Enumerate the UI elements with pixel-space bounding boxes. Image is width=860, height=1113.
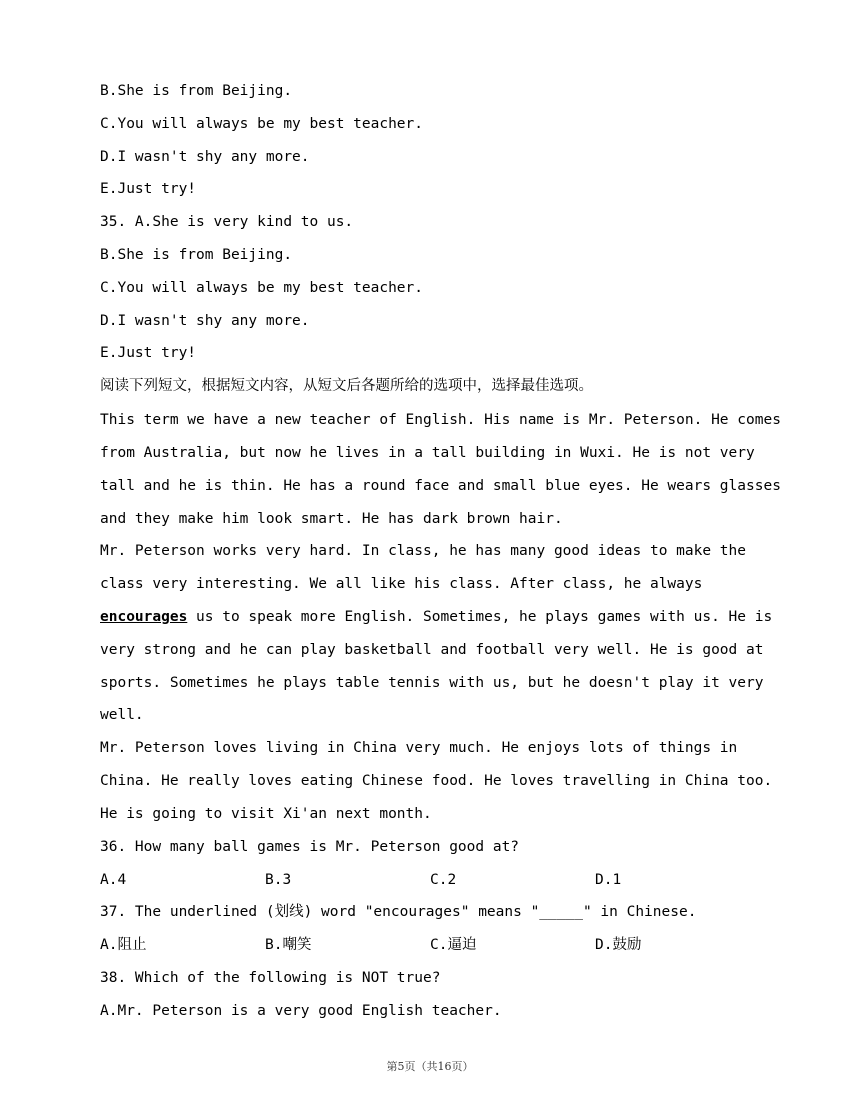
option-d: D.I wasn't shy any more. <box>100 149 310 165</box>
q36-option-c: C.2 <box>430 872 457 888</box>
q37-stem: 37. The underlined (划线) word "encourages" means "_____" in Chinese. <box>100 904 697 920</box>
q37-option-a: A.阻止 <box>100 937 147 953</box>
q38-option-a: A.Mr. Peterson is a very good English teacher. <box>100 1003 502 1019</box>
passage-line: This term we have a new teacher of English. His name is Mr. Peterson. He comes <box>100 412 781 428</box>
q37-option-b: B.嘲笑 <box>265 937 312 953</box>
q37-option-d: D.鼓励 <box>595 937 642 953</box>
underlined-word: encourages <box>100 609 188 625</box>
q35-option-e: E.Just try! <box>100 345 197 361</box>
option-b: B.She is from Beijing. <box>100 83 293 99</box>
q35-option-d: D.I wasn't shy any more. <box>100 313 310 329</box>
option-c: C.You will always be my best teacher. <box>100 116 424 132</box>
passage-line: Mr. Peterson loves living in China very much. He enjoys lots of things in <box>100 740 738 756</box>
reading-instruction: 阅读下列短文，根据短文内容，从短文后各题所给的选项中，选择最佳选项。 <box>100 378 593 394</box>
q35-option-b: B.She is from Beijing. <box>100 247 293 263</box>
option-e: E.Just try! <box>100 181 197 197</box>
q37-option-c: C.逼迫 <box>430 937 477 953</box>
passage-line: and they make him look smart. He has dark brown hair. <box>100 511 563 527</box>
q36-option-b: B.3 <box>265 872 292 888</box>
passage-line: China. He really loves eating Chinese food. He loves travelling in China too. <box>100 773 773 789</box>
passage-line: tall and he is thin. He has a round face and small blue eyes. He wears glasses <box>100 478 781 494</box>
q35-option-c: C.You will always be my best teacher. <box>100 280 424 296</box>
passage-line: sports. Sometimes he plays table tennis with us, but he doesn't play it very <box>100 675 764 691</box>
passage-line <box>100 607 772 627</box>
q35-option-a: 35. A.She is very kind to us. <box>100 214 354 230</box>
q38-stem: 38. Which of the following is NOT true? <box>100 970 441 986</box>
passage-line: class very interesting. We all like his class. After class, he always <box>100 576 703 592</box>
q36-option-a: A.4 <box>100 872 127 888</box>
q36-stem: 36. How many ball games is Mr. Peterson good at? <box>100 839 520 855</box>
passage-text: us to speak more English. Sometimes, he plays games with us. He is <box>187 609 773 625</box>
passage-line: He is going to visit Xi'an next month. <box>100 806 432 822</box>
passage-line: well. <box>100 707 144 723</box>
passage-line: Mr. Peterson works very hard. In class, he has many good ideas to make the <box>100 543 747 559</box>
page-footer: 第5页（共16页） <box>386 1060 474 1073</box>
q36-option-d: D.1 <box>595 872 622 888</box>
passage-line: very strong and he can play basketball and football very well. He is good at <box>100 642 764 658</box>
passage-line: from Australia, but now he lives in a tall building in Wuxi. He is not very <box>100 445 755 461</box>
